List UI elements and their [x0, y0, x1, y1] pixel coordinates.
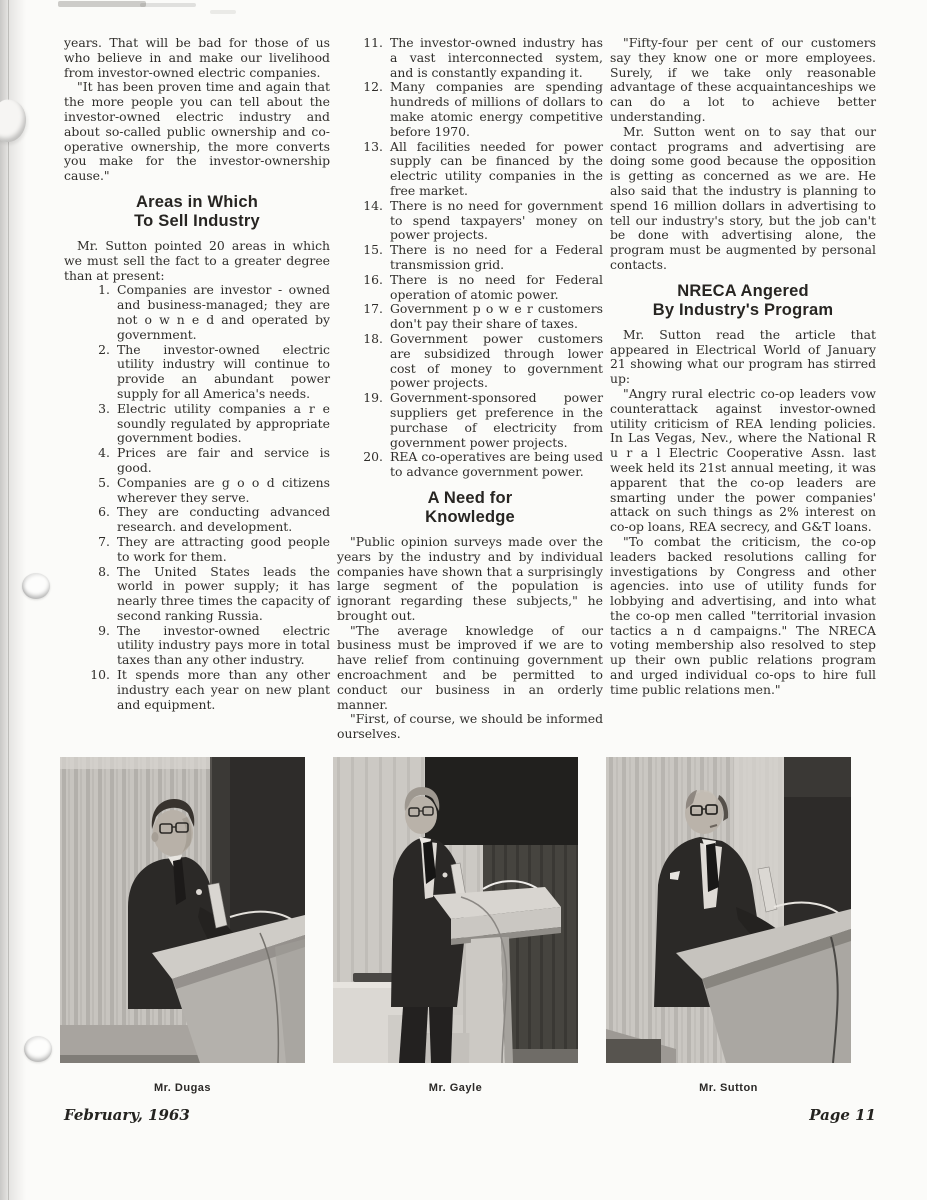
- list-item-number: 7.: [98, 533, 110, 549]
- list-item: [64, 624, 330, 668]
- paragraph: "To combat the criticism, the co-op leaders backed resolutions calling for investigations by Congress and other agencies. into use of utility funds for lobbying and advertising, and into what the co-op men called "territorial invasion tactics a n d campaigns." The NRECA voting membership also resolved to step up their own public relations program and urged individual co-ops to hire full time public relations men.": [610, 533, 876, 697]
- scan-smudge: [58, 1, 146, 7]
- list-item: [337, 273, 603, 303]
- list-item-text: Companies are investor - owned and business-managed; they are not o w n e d and operated by government.: [117, 282, 330, 342]
- list-item-number: 20.: [363, 449, 383, 465]
- list-item-number: 19.: [363, 390, 383, 406]
- list-item-number: 17.: [363, 301, 383, 317]
- scan-smudge: [210, 10, 236, 14]
- list-item: [64, 535, 330, 565]
- list-item: [337, 36, 603, 80]
- list-item-text: Government p o w e r customers don't pay their share of taxes.: [390, 301, 603, 332]
- photo-row: [60, 757, 851, 1094]
- list-item-number: 12.: [363, 79, 383, 95]
- paragraph: "Angry rural electric co-op leaders vow counterattack against investor-owned utility criticism of REA lending policies. In Las Vegas, Nev., where the National R u r a l Electric Cooperative Assn. last week held its 21st annual meeting, it was apparent that the co-op leaders are smarting under the power companies' attack on such things as 2% interest on co-op loans, REA secrecy, and G&T loans.: [610, 385, 876, 535]
- list-item-text: The United States leads the world in power supply; it has nearly three times the capacity of second ranking Russia.: [117, 563, 330, 623]
- list-item: [64, 402, 330, 446]
- heading-line: Areas in Which: [136, 192, 258, 211]
- list-item-text: Companies are g o o d citizens wherever they serve.: [117, 474, 330, 505]
- list-item-text: They are conducting advanced research. and development.: [117, 504, 330, 535]
- list-item-text: There is no need for a Federal transmission grid.: [390, 242, 603, 272]
- column-left: [64, 36, 330, 742]
- list-item-number: 5.: [98, 474, 110, 490]
- list-item: [337, 243, 603, 273]
- paragraph: "The average knowledge of our business must be improved if we are to have relief from continuing government encroachment and be permitted to conduct our business in an orderly manner.: [337, 622, 603, 712]
- paragraph: "Fifty-four per cent of our customers say they know one or more employees. Surely, if we take only reasonable advantage of these acquaintanceships we can do a lot to achieve better understanding.: [610, 35, 876, 124]
- list-item-text: It spends more than any other industry each year on new plant and equipment.: [117, 667, 330, 712]
- photo-dugas: [60, 757, 305, 1063]
- list-item: [337, 391, 603, 450]
- list-item: [337, 332, 603, 391]
- photo-gayle: [333, 757, 578, 1063]
- list-item-number: 4.: [98, 445, 110, 461]
- heading-line: Knowledge: [425, 508, 515, 527]
- list-item: [64, 668, 330, 712]
- list-item-text: Government power customers are subsidized through lower cost of money to government power projects.: [390, 330, 603, 391]
- list-item-text: The investor-owned industry has a vast interconnected system, and is constantly expanding it.: [390, 35, 603, 80]
- list-item-number: 9.: [98, 622, 110, 638]
- list-item-text: Prices are fair and service is good.: [117, 445, 330, 475]
- list-item-number: 2.: [98, 341, 110, 357]
- list-item: [64, 505, 330, 535]
- list-item-text: Government-sponsored power suppliers get preference in the purchase of electricity from government power projects.: [390, 390, 603, 450]
- list-item-text: There is no need for government to spend taxpayers' money on power projects.: [390, 197, 603, 243]
- punch-hole: [24, 1036, 52, 1062]
- paragraph: Mr. Sutton read the article that appeared in Electrical World of January 21 showing what our program has stirred up:: [610, 326, 876, 387]
- list-item-number: 10.: [90, 667, 110, 683]
- list-item: [64, 283, 330, 342]
- photo-figure-sutton: [606, 757, 851, 1094]
- column-right: [610, 36, 876, 742]
- page-left-edge: [0, 0, 26, 1200]
- list-item-number: 15.: [363, 242, 383, 258]
- photo-sutton: [606, 757, 851, 1063]
- list-item: [337, 199, 603, 243]
- list-item-number: 1.: [98, 282, 110, 298]
- paragraph: "It has been proven time and again that the more people you can tell about the investor-owned electric industry and about so-called public ownership and co-operative ownership, the more converts you make for the investor-ownership cause.": [64, 79, 330, 184]
- list-item-number: 14.: [363, 197, 383, 213]
- list-item-text: They are attracting good people to work for them.: [117, 533, 330, 564]
- list-item-text: There is no need for Federal operation of atomic power.: [390, 271, 603, 302]
- photo-figure-dugas: [60, 757, 305, 1094]
- list-item: [337, 80, 603, 139]
- scan-smudge: [140, 3, 196, 7]
- photo-caption-gayle: Mr. Gayle: [428, 1082, 483, 1094]
- list-item: [64, 565, 330, 624]
- list-item-text: REA co-operatives are being used to advance government power.: [390, 449, 603, 480]
- list-item: [337, 450, 603, 480]
- page-left-edge-line: [8, 0, 9, 1200]
- photo-caption-sutton: Mr. Sutton: [699, 1082, 758, 1094]
- paragraph: "Public opinion surveys made over the years by the industry and by individual companies have shown that a surprisingly large segment of the population is ignorant regarding these subjects," he brought out.: [337, 533, 603, 623]
- list-item-text: All facilities needed for power supply can be financed by the electric utility companies in the free market.: [390, 138, 603, 198]
- footer-issue-date: February, 1963: [64, 1106, 190, 1124]
- paragraph: years. That will be bad for those of us who believe in and make our livelihood from investor-owned electric companies.: [64, 35, 330, 80]
- list-item-text: Many companies are spending hundreds of millions of dollars to make atomic energy competitive before 1970.: [390, 79, 603, 139]
- list-item: [337, 302, 603, 332]
- list-item: [64, 343, 330, 402]
- list-item: [64, 446, 330, 476]
- heading-line: By Industry's Program: [652, 301, 834, 320]
- heading-line: NRECA Angered: [677, 281, 809, 300]
- column-middle: [337, 36, 603, 742]
- photo-caption-dugas: Mr. Dugas: [153, 1082, 212, 1094]
- paragraph: "First, of course, we should be informed ourselves.: [337, 711, 603, 742]
- list-item-number: 13.: [363, 138, 383, 154]
- list-item-number: 3.: [98, 400, 110, 416]
- paragraph: Mr. Sutton went on to say that our contact programs and advertising are doing some good because the opposition is getting as concerned as we are. He also said that the industry is planning to spend 16 million dollars in advertising to tell our industry's story, but the job can't be done with advertising alone, the program must be augmented by personal contacts.: [610, 123, 876, 272]
- section-heading-nreca: [610, 282, 876, 321]
- paragraph: Mr. Sutton pointed 20 areas in which we must sell the fact to a greater degree than at present:: [64, 237, 330, 283]
- list-item-number: 11.: [363, 35, 383, 50]
- section-heading-knowledge: [337, 489, 603, 528]
- page-footer: [64, 1106, 876, 1124]
- list-item-number: 16.: [363, 271, 383, 287]
- list-item: [337, 140, 603, 199]
- numbered-list-1-10: [64, 283, 330, 712]
- numbered-list-11-20: [337, 36, 603, 480]
- footer-page-number: Page 11: [809, 1106, 876, 1124]
- photo-figure-gayle: [333, 757, 578, 1094]
- article-columns: [64, 36, 876, 742]
- list-item: [64, 476, 330, 506]
- list-item-text: Electric utility companies a r e soundly regulated by appropriate government bodies.: [117, 400, 330, 446]
- list-item-number: 6.: [98, 504, 110, 520]
- list-item-number: 8.: [98, 563, 110, 579]
- heading-line: To Sell Industry: [134, 212, 260, 231]
- list-item-number: 18.: [363, 330, 383, 346]
- heading-line: A Need for: [427, 488, 513, 507]
- punch-hole: [22, 573, 50, 599]
- list-item-text: The investor-owned electric utility industry pays more in total taxes than any other industry.: [117, 622, 330, 668]
- section-heading-areas: [64, 193, 330, 232]
- list-item-text: The investor-owned electric utility industry will continue to provide an abundant power supply for all America's needs.: [117, 341, 330, 401]
